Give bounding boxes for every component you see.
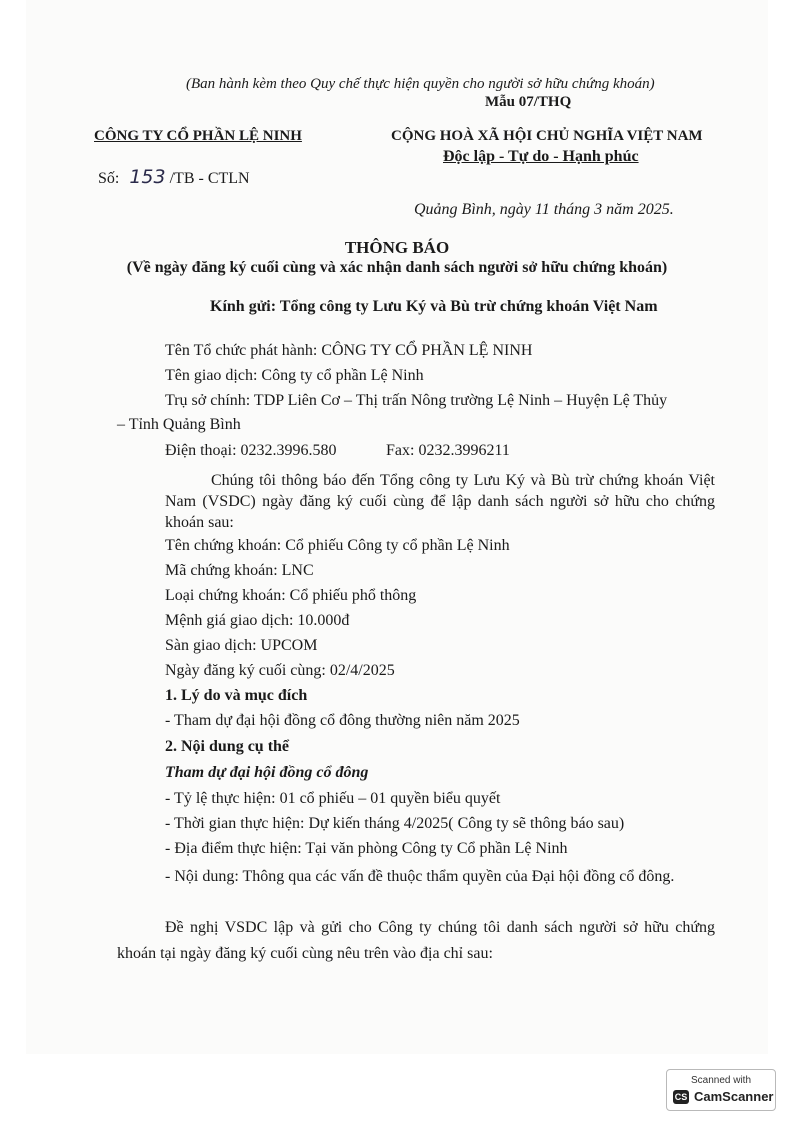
motto: Độc lập - Tự do - Hạnh phúc — [443, 148, 639, 165]
number-suffix: /TB - CTLN — [169, 170, 250, 187]
republic-title: CỘNG HOÀ XÃ HỘI CHỦ NGHĨA VIỆT NAM — [391, 128, 703, 144]
intro-paragraph: Chúng tôi thông báo đến Tổng công ty Lưu Ký và Bù trừ chứng khoán Việt Nam (VSDC) ngày đăng ký cuối cùng để lập danh sách người sở hữu cho chứng khoán sau: — [165, 472, 715, 531]
security-type: Loại chứng khoán: Cổ phiếu phổ thông — [165, 587, 417, 604]
scanned-with-text: Scanned with — [690, 1075, 752, 1086]
section2-title: 2. Nội dung cụ thể — [165, 738, 290, 755]
number-handwritten: 153 — [129, 166, 166, 188]
section2-subtitle: Tham dự đại hội đồng cổ đông — [165, 764, 369, 781]
notice-subtitle: (Về ngày đăng ký cuối cùng và xác nhận danh sách người sở hữu chứng khoán) — [126, 259, 668, 276]
headquarters-line1: Trụ sở chính: TDP Liên Cơ – Thị trấn Nông trường Lệ Ninh – Huyện Lệ Thủy — [165, 392, 668, 409]
record-date: Ngày đăng ký cuối cùng: 02/4/2025 — [165, 662, 395, 679]
issued-note: (Ban hành kèm theo Quy chế thực hiện quyền cho người sở hữu chứng khoán) — [186, 76, 655, 92]
notice-title: THÔNG BÁO — [344, 238, 450, 257]
camscanner-logo-icon: CS — [674, 1092, 688, 1102]
form-code: Mẫu 07/THQ — [485, 94, 572, 110]
fax: Fax: 0232.3996211 — [386, 442, 510, 459]
request-paragraph: Đề nghị VSDC lập và gửi cho Công ty chúng tôi danh sách người sở hữu chứng khoán tại ngày đăng ký cuối cùng nêu trên vào địa chỉ sau: — [117, 919, 715, 962]
exercise-ratio: - Tỷ lệ thực hiện: 01 cổ phiếu – 01 quyền biểu quyết — [165, 790, 501, 807]
document-number — [98, 166, 250, 188]
trade-name: Tên giao dịch: Công ty cổ phần Lệ Ninh — [165, 367, 424, 384]
company-name: CÔNG TY CỔ PHẦN LỆ NINH — [94, 128, 302, 144]
issuer-name: Tên Tổ chức phát hành: CÔNG TY CỔ PHẦN LỆ NINH — [165, 342, 533, 359]
camscanner-name: CamScanner — [694, 1089, 774, 1104]
phone: Điện thoại: 0232.3996.580 — [165, 442, 337, 459]
recipient: Kính gửi: Tổng công ty Lưu Ký và Bù trừ chứng khoán Việt Nam — [210, 298, 658, 315]
section1-title: 1. Lý do và mục đích — [165, 687, 308, 704]
headquarters-line2: – Tỉnh Quảng Bình — [117, 416, 241, 433]
number-prefix: Số: — [98, 170, 120, 187]
content-paragraph: - Nội dung: Thông qua các vấn đề thuộc thẩm quyền của Đại hội đồng cổ đông. — [165, 868, 675, 885]
security-name: Tên chứng khoán: Cổ phiếu Công ty cổ phần Lệ Ninh — [165, 537, 510, 554]
security-code: Mã chứng khoán: LNC — [165, 562, 314, 579]
camscanner-badge — [666, 1069, 776, 1111]
exercise-time: - Thời gian thực hiện: Dự kiến tháng 4/2025( Công ty sẽ thông báo sau) — [165, 815, 625, 832]
par-value: Mệnh giá giao dịch: 10.000đ — [165, 612, 350, 629]
exchange: Sàn giao dịch: UPCOM — [165, 637, 318, 654]
place-date: Quảng Bình, ngày 11 tháng 3 năm 2025. — [414, 201, 674, 218]
section1-item: - Tham dự đại hội đồng cổ đông thường niên năm 2025 — [165, 712, 520, 729]
exercise-location: - Địa điểm thực hiện: Tại văn phòng Công ty Cổ phần Lệ Ninh — [165, 840, 568, 857]
